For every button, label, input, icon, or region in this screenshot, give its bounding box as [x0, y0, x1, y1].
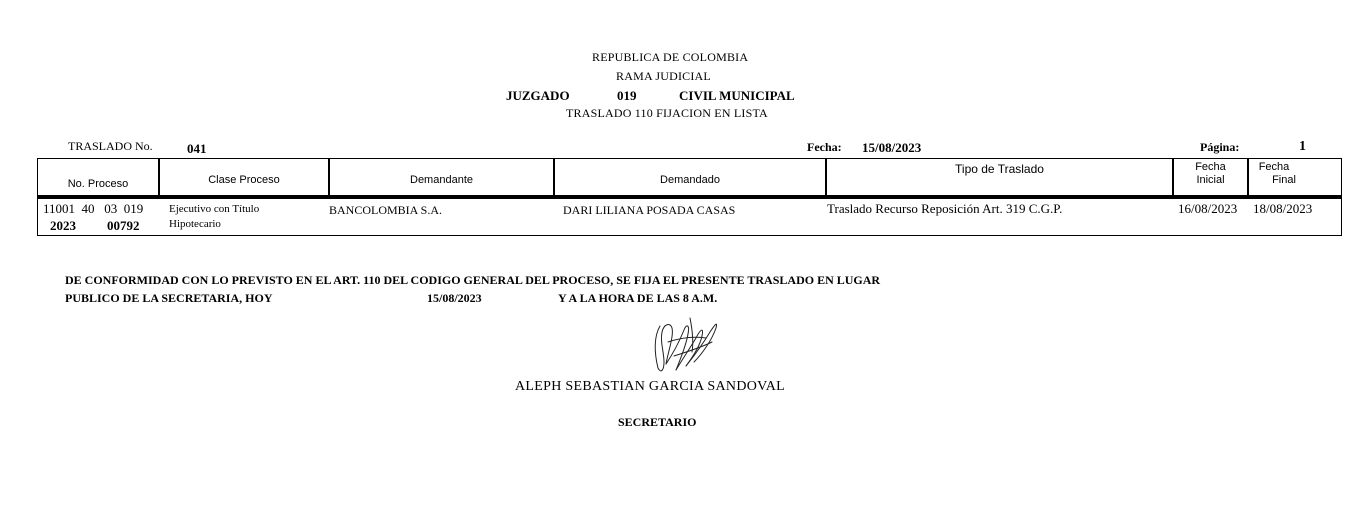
- notice-line-2a: PUBLICO DE LA SECRETARIA, HOY: [65, 291, 273, 305]
- notice-line-1: DE CONFORMIDAD CON LO PREVISTO EN EL ART. 110 DEL CODIGO GENERAL DEL PROCESO, SE FIJA EL PRESENTE TRASLADO EN LUGAR: [65, 273, 881, 287]
- traslado-table: [37, 158, 1342, 236]
- branch-heading: RAMA JUDICIAL: [616, 69, 711, 83]
- country-heading: REPUBLICA DE COLOMBIA: [592, 50, 749, 64]
- court-number: 019: [617, 88, 637, 103]
- table-header: [37, 158, 1342, 198]
- header-no-proceso: No. Proceso: [67, 178, 129, 190]
- pagina-value: 1: [1299, 139, 1306, 154]
- header-clase-proceso: Clase Proceso: [208, 174, 280, 186]
- header-fecha-final-2: Final: [1272, 174, 1296, 186]
- signatory-role: SECRETARIO: [618, 415, 697, 429]
- cell-clase-line2: Hipotecario: [169, 218, 221, 230]
- header-demandante: Demandante: [410, 174, 473, 186]
- header-demandado: Demandado: [660, 174, 720, 186]
- notice-date: 15/08/2023: [427, 291, 482, 305]
- traslado-number: 041: [187, 141, 207, 156]
- fecha-value: 15/08/2023: [862, 140, 922, 155]
- traslado-label: TRASLADO No.: [68, 139, 153, 153]
- cell-fecha-inicial: 16/08/2023: [1178, 201, 1238, 216]
- signature-image: [646, 312, 724, 378]
- cell-proceso-line1: 11001 40 03 019: [43, 201, 144, 216]
- cell-clase-line1: Ejecutivo con Título: [169, 203, 260, 215]
- header-fecha-inicial-1: Fecha: [1195, 161, 1226, 173]
- cell-fecha-final: 18/08/2023: [1253, 201, 1313, 216]
- header-tipo-traslado: Tipo de Traslado: [955, 162, 1044, 176]
- cell-proceso-number: 00792: [107, 218, 140, 233]
- signatory-name: ALEPH SEBASTIAN GARCIA SANDOVAL: [515, 379, 786, 394]
- cell-demandado: DARI LILIANA POSADA CASAS: [563, 203, 736, 217]
- cell-tipo-traslado: Traslado Recurso Reposición Art. 319 C.G.P.: [827, 201, 1063, 216]
- court-label: JUZGADO: [506, 88, 570, 103]
- header-fecha-final-1: Fecha: [1258, 161, 1290, 173]
- court-type: CIVIL MUNICIPAL: [679, 88, 795, 103]
- cell-demandante: BANCOLOMBIA S.A.: [329, 203, 443, 217]
- cell-proceso-year: 2023: [50, 218, 76, 233]
- table-row: [37, 198, 1342, 236]
- fecha-label: Fecha:: [807, 140, 842, 154]
- document-subtitle: TRASLADO 110 FIJACION EN LISTA: [566, 106, 768, 120]
- header-fecha-inicial-2: Inicial: [1196, 174, 1225, 186]
- pagina-label: Página:: [1200, 140, 1240, 154]
- notice-line-2b: Y A LA HORA DE LAS 8 A.M.: [558, 291, 718, 305]
